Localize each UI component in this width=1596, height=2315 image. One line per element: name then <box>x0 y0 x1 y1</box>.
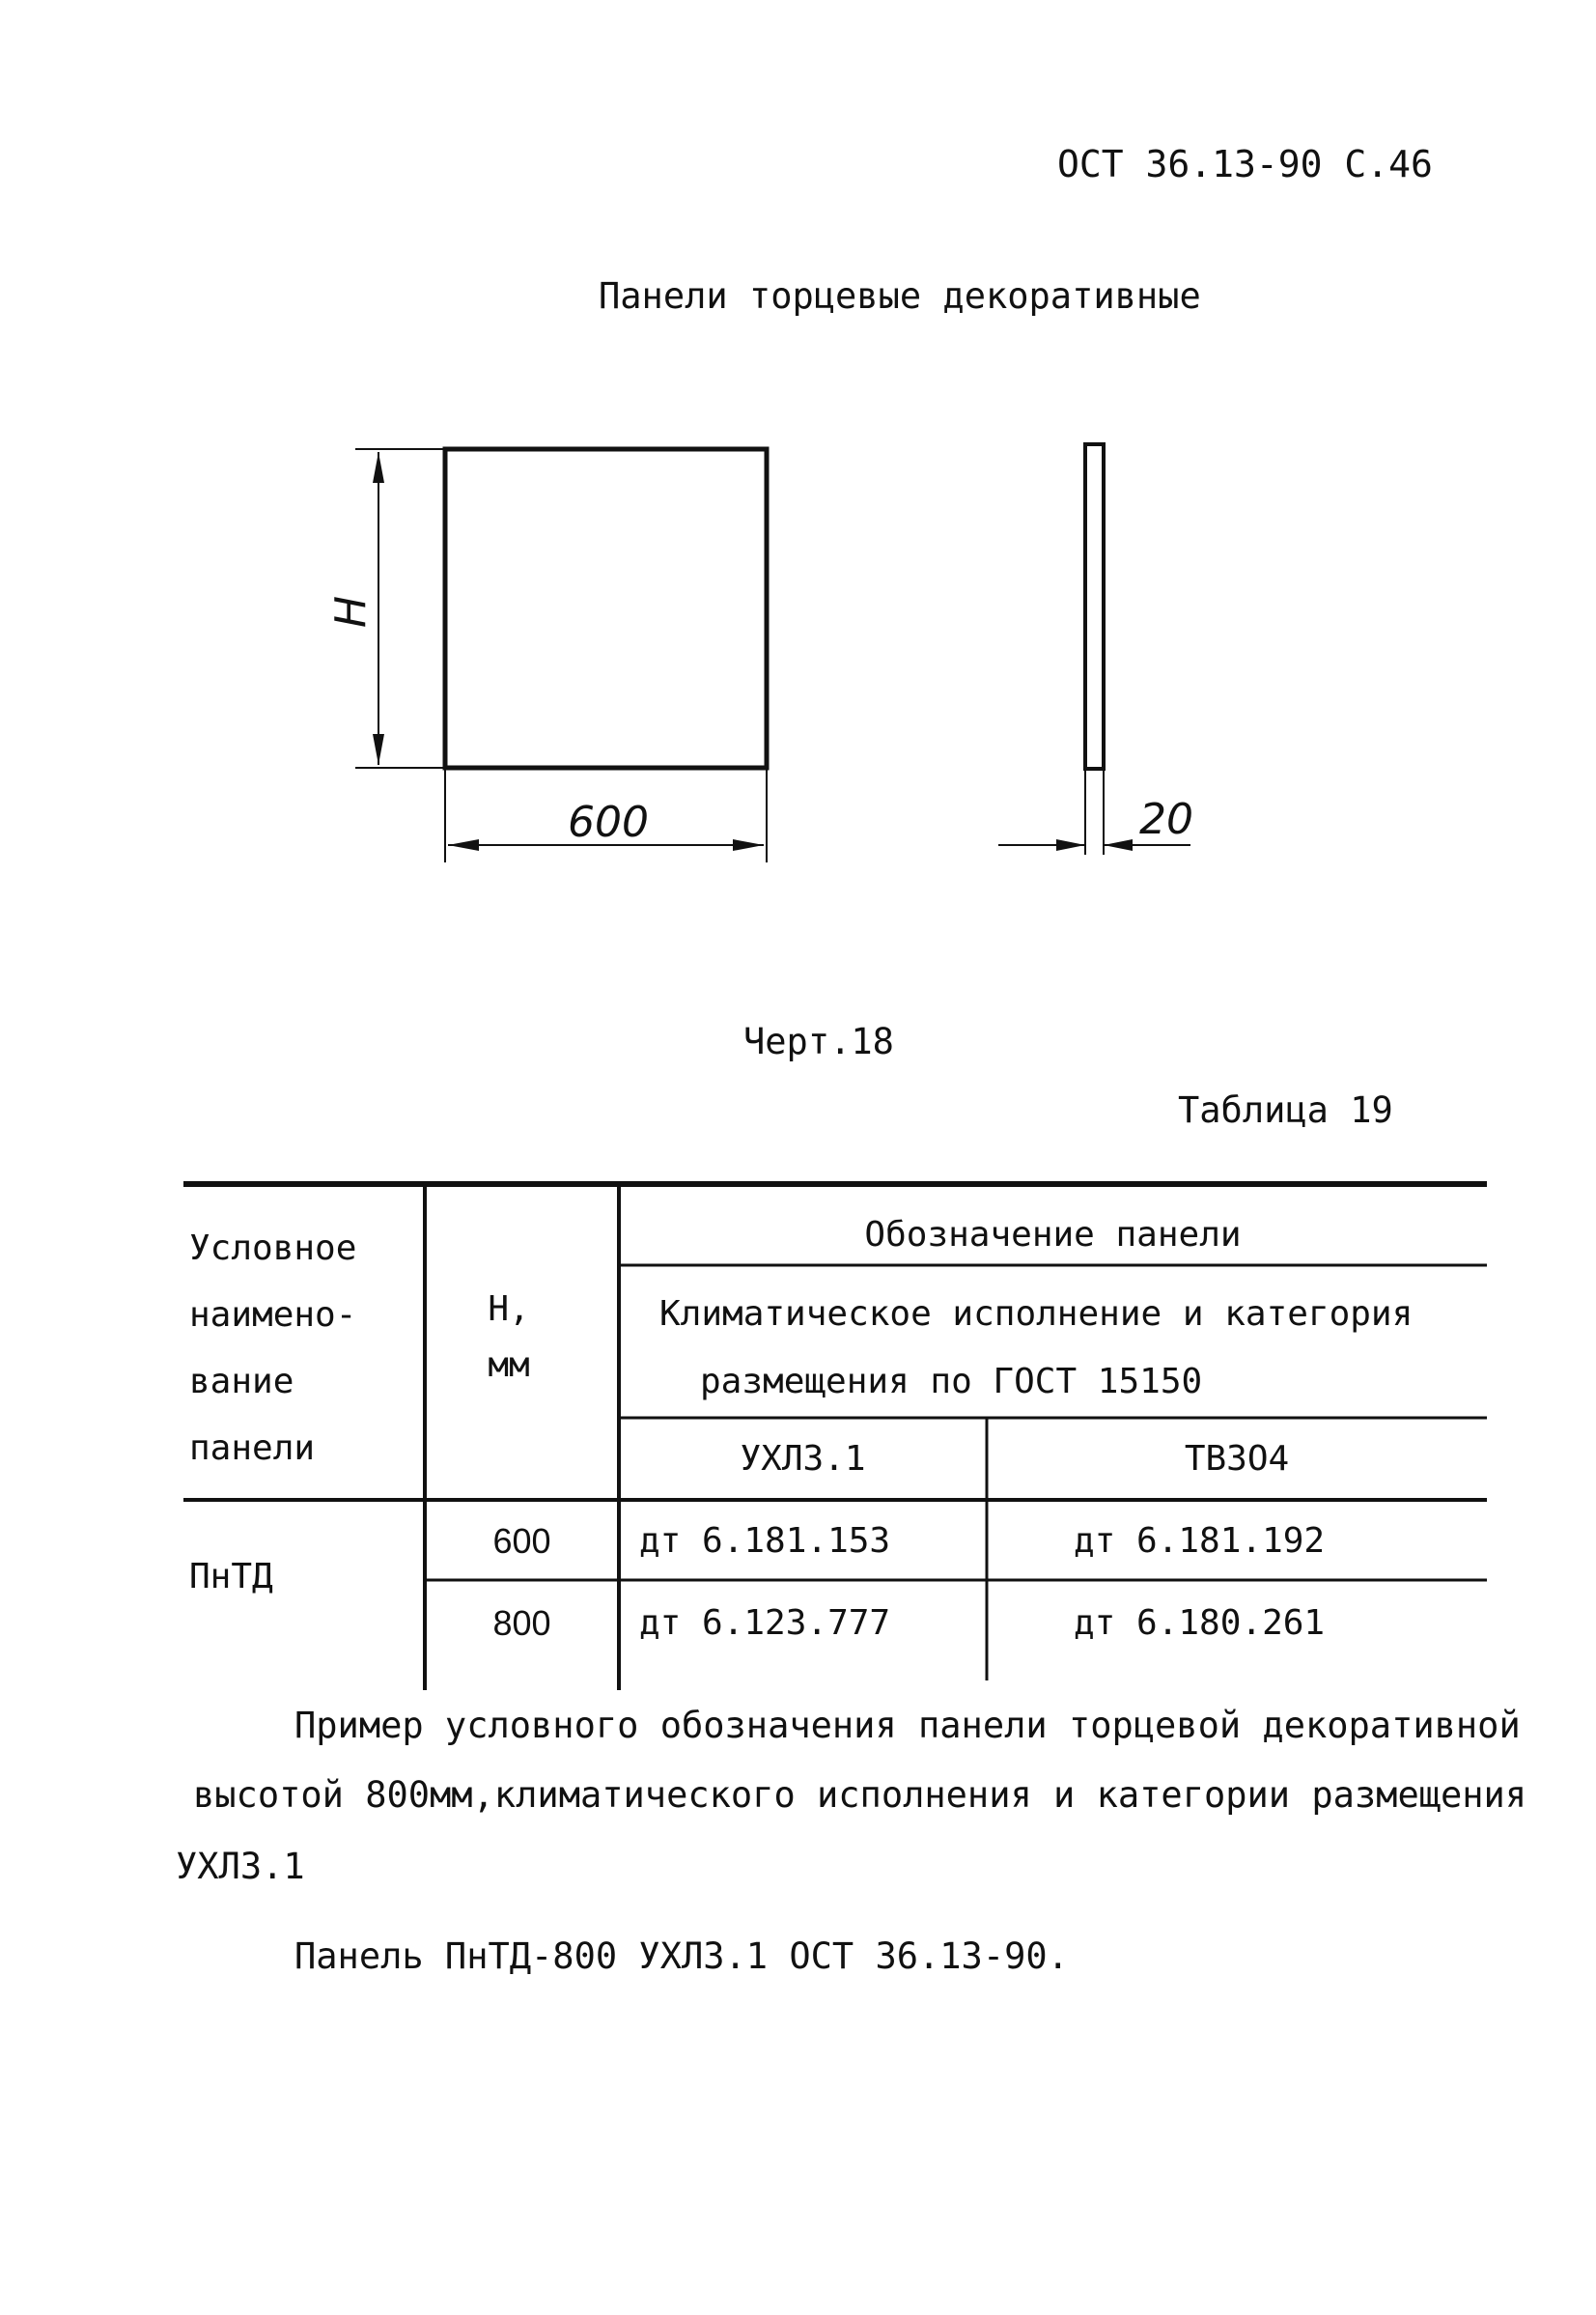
subgroup-header-line-2: размещения по ГОСТ 15150 <box>700 1362 1203 1401</box>
row-variant2-cell: дт 6.180.261 <box>1074 1603 1326 1643</box>
height-label: H <box>326 595 376 628</box>
col-header-h-line: мм <box>488 1345 530 1385</box>
row-variant2-cell: дт 6.181.192 <box>1074 1521 1326 1561</box>
table-caption: Таблица 19 <box>1178 1089 1393 1131</box>
row-name-cell: ПнТД <box>189 1557 273 1596</box>
col-header-name-line: вание <box>189 1362 294 1401</box>
col-header-h-line: H, <box>488 1289 530 1329</box>
example-text-line-3: УХЛ3.1 <box>176 1846 305 1887</box>
width-label: 600 <box>568 798 649 847</box>
col-header-h <box>475 1282 543 1394</box>
col-header-name-line: панели <box>189 1428 316 1468</box>
page-title: Панели торцевые декоративные <box>599 275 1201 317</box>
example-designation: Панель ПнТД-800 УХЛ3.1 ОСТ 36.13-90. <box>294 1935 1069 1977</box>
col-header-name <box>189 1215 356 1482</box>
group-header: Обозначение панели <box>864 1215 1242 1255</box>
drawing-caption: Черт.18 <box>743 1021 894 1062</box>
subgroup-header-line-1: Климатическое исполнение и категория <box>659 1294 1414 1334</box>
row-h-cell: 800 <box>492 1603 551 1643</box>
row-variant1-cell: дт 6.181.153 <box>639 1521 891 1561</box>
thickness-label: 20 <box>1139 795 1193 844</box>
example-text-line-1: Пример условного обозначения панели торцевой декоративной <box>294 1705 1521 1746</box>
row-variant1-cell: дт 6.123.777 <box>639 1603 891 1643</box>
variant-header-2: ТВ3О4 <box>1184 1439 1290 1479</box>
variant-header-1: УХЛ3.1 <box>740 1439 866 1479</box>
col-header-name-line: Условное <box>189 1228 357 1268</box>
document-code-header: ОСТ 36.13-90 С.46 <box>1057 143 1433 185</box>
col-header-name-line: наимено- <box>189 1295 357 1335</box>
example-text-line-2: высотой 800мм,климатического исполнения и категории размещения <box>193 1774 1527 1816</box>
row-h-cell: 600 <box>492 1521 551 1561</box>
